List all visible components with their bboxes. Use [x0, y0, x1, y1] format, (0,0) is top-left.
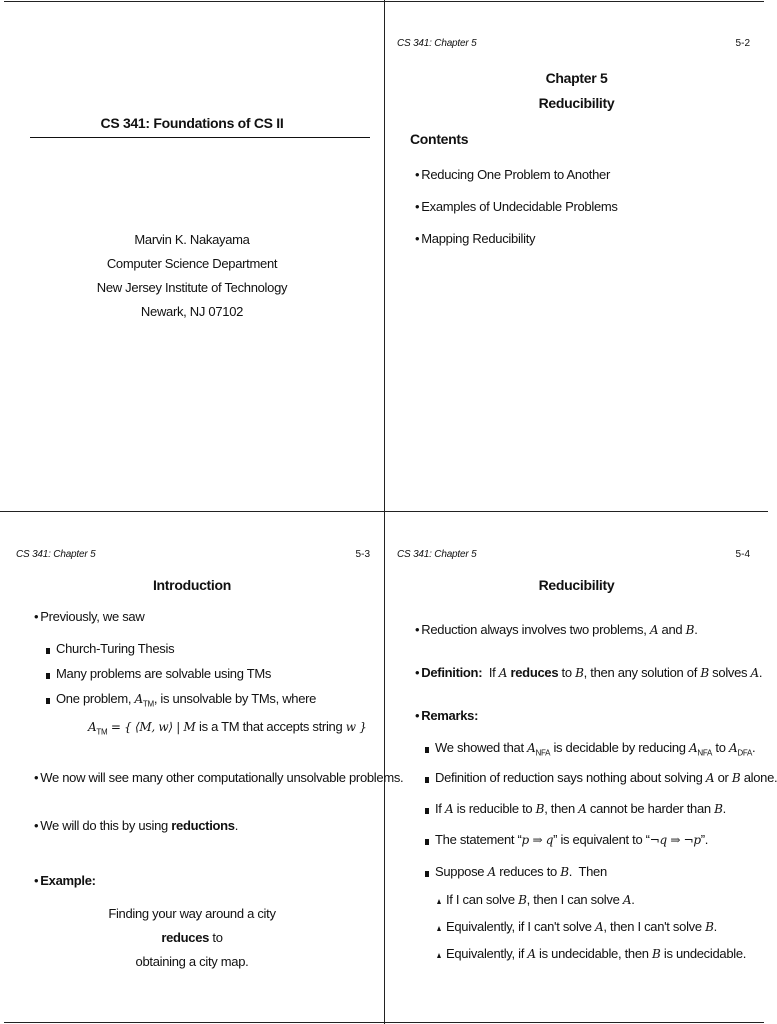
frame-border — [4, 1, 384, 2]
slide-title — [0, 0, 385, 512]
slide-title: Reducibility — [538, 577, 615, 593]
frame-border — [385, 1022, 764, 1023]
slide-number: 5-3 — [355, 549, 370, 560]
sub-bullet-item: If A is reducible to B, then A cannot be harder than B. — [425, 801, 726, 816]
bullet-item: • Previously, we saw — [34, 609, 144, 624]
bullet-item: • Remarks: — [415, 708, 478, 723]
bullet-item: • Example: — [34, 873, 96, 888]
slide-title: Introduction — [152, 577, 232, 593]
bullet-item: • We will do this by using reductions. — [34, 818, 238, 833]
frame-border — [385, 1, 764, 2]
contents-item: • Reducing One Problem to Another — [415, 167, 610, 182]
author-institution: New Jersey Institute of Technology — [96, 280, 288, 295]
author-location: Newark, NJ 07102 — [140, 304, 244, 319]
chapter-title — [385, 66, 768, 116]
chapter-number: Chapter 5 — [545, 70, 608, 86]
author-block — [0, 228, 384, 324]
contents-heading: Contents — [410, 131, 469, 147]
slide-header-left: CS 341: Chapter 5 — [397, 38, 477, 49]
sub-bullet-item: We showed that $A_{NFA}$ is decidable by reducing $A_{NFA}$ to $A_{DFA}$. — [425, 740, 755, 758]
sub-bullet-item: Definition of reduction says nothing about solving A or B alone. — [425, 770, 777, 785]
slide-number: 5-2 — [735, 38, 750, 49]
bullet-item: • Reduction always involves two problems, A and B. — [415, 622, 698, 637]
frame-border — [4, 1022, 384, 1023]
title-rule — [30, 137, 370, 138]
author-name: Marvin K. Nakayama — [134, 232, 250, 247]
contents-item: • Examples of Undecidable Problems — [415, 199, 618, 214]
sub-bullet-item: One problem, $A_{TM}$, is unsolvable by TMs, where — [46, 691, 316, 709]
bullet-item: • We now will see many other computationally unsolvable problems. — [34, 770, 403, 785]
chapter-name: Reducibility — [538, 95, 615, 111]
sub-bullet-item: Church-Turing Thesis — [46, 641, 174, 656]
author-department: Computer Science Department — [106, 256, 278, 271]
atm-formula: $A_{TM}$ = { ⟨M, w⟩ | M is a TM that accepts string w } — [88, 719, 367, 737]
slide-reducibility — [385, 512, 777, 1024]
sub-bullet-item: Suppose A reduces to B. Then — [425, 864, 607, 879]
sub-bullet-item: The statement “p ⇒ q” is equivalent to “¬q ⇒ ¬p”. — [425, 832, 708, 847]
sub-sub-bullet-item: Equivalently, if I can't solve A, then I can't solve B. — [437, 919, 717, 934]
sub-sub-bullet-item: Equivalently, if A is undecidable, then B is undecidable. — [437, 946, 746, 961]
slide-contents — [385, 0, 768, 512]
contents-item: • Mapping Reducibility — [415, 231, 535, 246]
example-text: Finding your way around a city reduces to obtaining a city map. — [108, 906, 276, 969]
sub-bullet-item: Many problems are solvable using TMs — [46, 666, 271, 681]
slide-introduction — [0, 512, 404, 1024]
slide-number: 5-4 — [735, 549, 750, 560]
slide-header-left: CS 341: Chapter 5 — [397, 549, 477, 560]
sub-sub-bullet-item: If I can solve B, then I can solve A. — [437, 892, 635, 907]
slide-header-left: CS 341: Chapter 5 — [16, 549, 96, 560]
course-title: CS 341: Foundations of CS II — [100, 115, 284, 131]
bullet-item: • Definition: If A reduces to B, then any solution of B solves A. — [415, 665, 762, 680]
